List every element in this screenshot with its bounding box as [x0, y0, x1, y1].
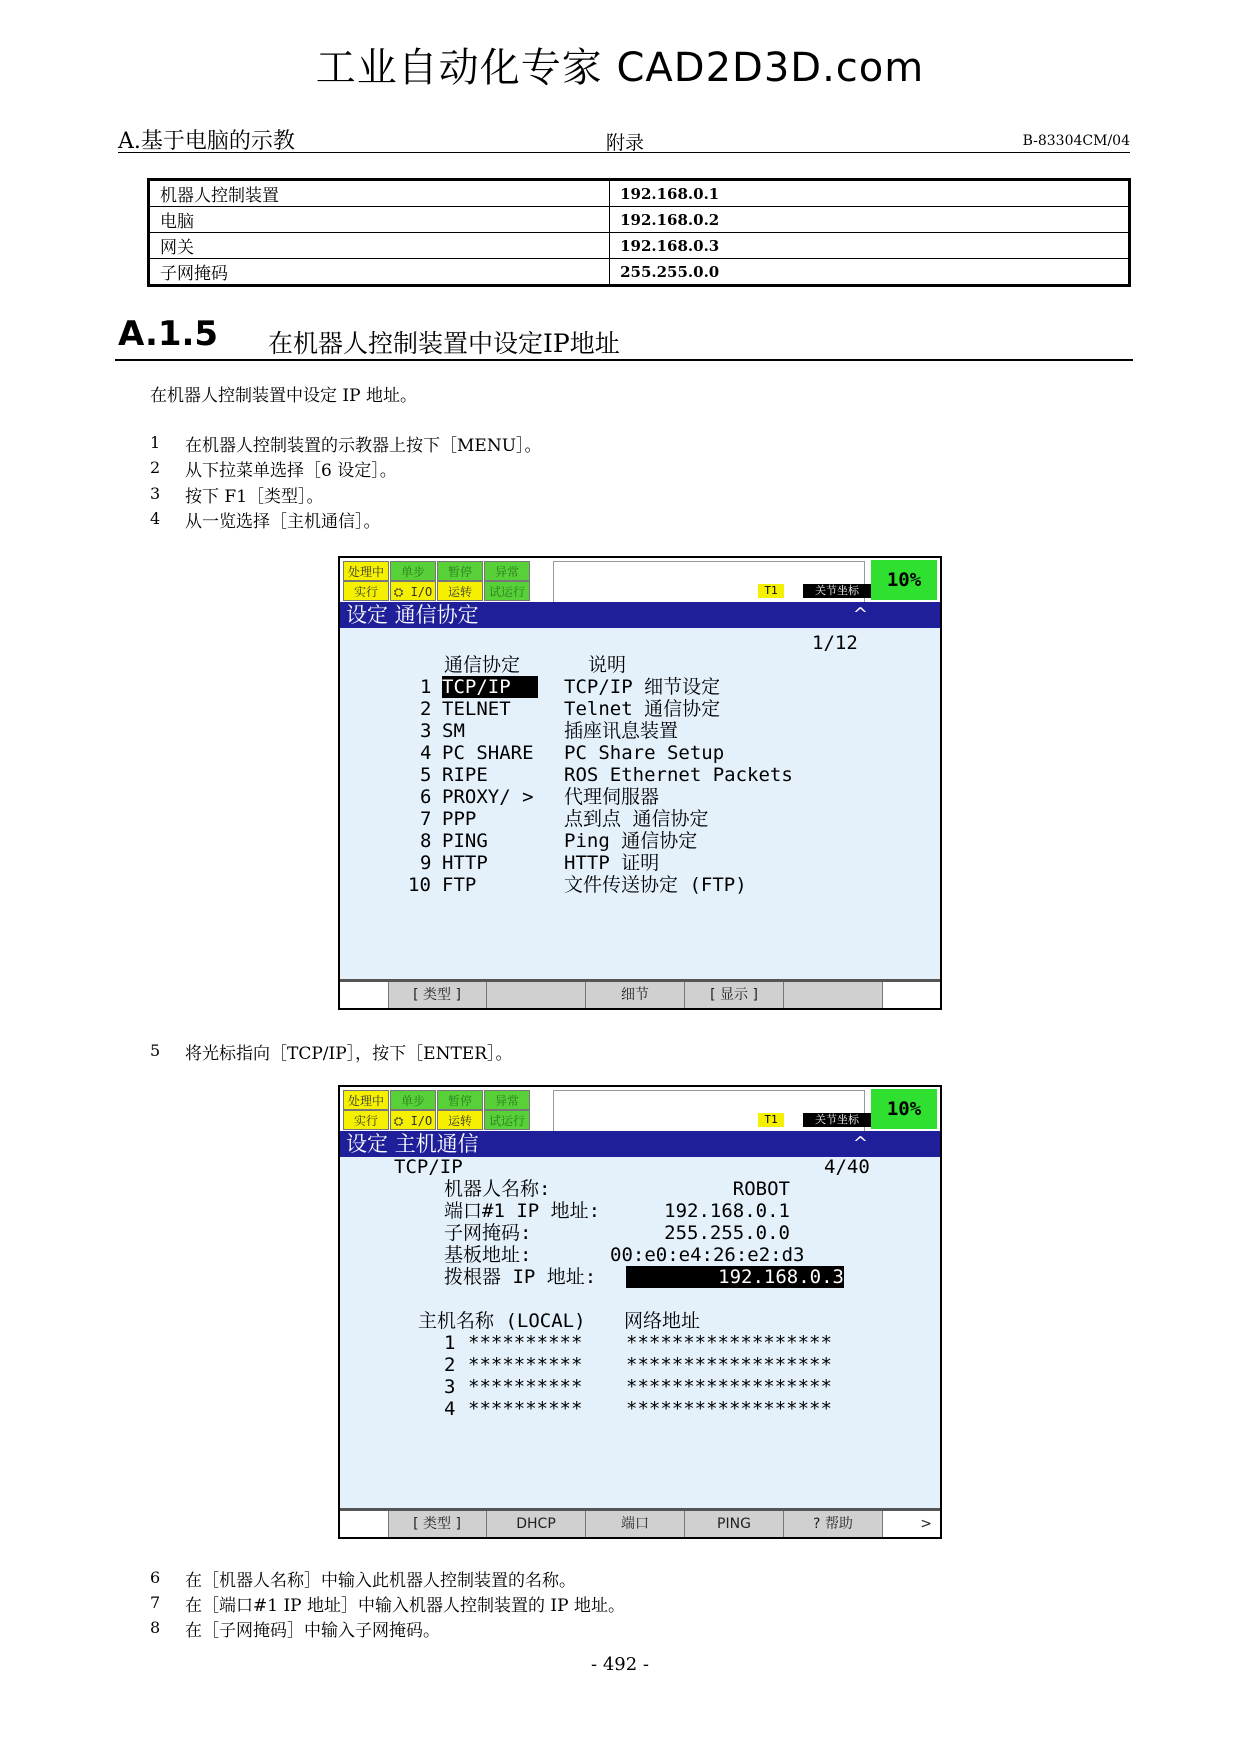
watermark: 工业自动化专家 CAD2D3D.com [315, 45, 925, 91]
protocol-desc: HTTP 证明 [564, 852, 660, 874]
row-number: 5 [420, 764, 432, 786]
table-row [149, 207, 1130, 233]
io-icon: ⛭ [393, 585, 404, 599]
status-led-fault: 异常 [484, 561, 530, 581]
step-text: 将光标指向［TCP/IP］，按下［ENTER］。 [185, 1044, 513, 1064]
table-row [149, 180, 1130, 207]
row-number: 6 [420, 786, 432, 808]
mode-badge: T1 [758, 1113, 784, 1127]
step-text: 按下 F1［类型］。 [185, 487, 324, 507]
protocol-item[interactable]: PC SHARE [442, 742, 534, 764]
ip-label: 子网掩码 [149, 259, 610, 286]
row-number: 1 [420, 676, 432, 698]
screen-title: 设定 主机通信 [346, 1132, 479, 1156]
host-name-field[interactable]: ********** [468, 1398, 583, 1420]
status-led-step: 单步 [390, 1090, 436, 1110]
screen-title-bar [340, 602, 940, 628]
host-address-field[interactable]: ****************** [626, 1376, 832, 1398]
host-name-field[interactable]: ********** [468, 1354, 583, 1376]
step-number: 4 [150, 509, 161, 528]
row-number: 10 [408, 874, 431, 896]
field-label: 基板地址: [444, 1244, 532, 1266]
table-row [149, 259, 1130, 286]
header-appendix: 附录 [606, 132, 645, 154]
function-key-bar [340, 979, 940, 1008]
f4-ping-button[interactable]: PING [685, 1511, 784, 1537]
row-number: 1 [444, 1332, 456, 1354]
status-led-step: 单步 [390, 561, 436, 581]
intro-text: 在机器人控制装置中设定 IP 地址。 [150, 386, 417, 406]
ip-label: 网关 [149, 233, 610, 259]
row-number: 2 [420, 698, 432, 720]
step-text: 从下拉菜单选择［6 设定］。 [185, 461, 397, 481]
row-number: 3 [444, 1376, 456, 1398]
step-text: 在［端口#1 IP 地址］中输入机器人控制装置的 IP 地址。 [185, 1596, 625, 1616]
protocol-desc: Ping 通信协定 [564, 830, 698, 852]
screen-title-bar [340, 1131, 940, 1157]
protocol-item[interactable]: FTP [442, 874, 477, 896]
f3-detail-button[interactable]: 细节 [586, 982, 685, 1008]
status-led-prod: 运转 [437, 1110, 483, 1130]
row-number: 7 [420, 808, 432, 830]
f5-help-button[interactable] [784, 1511, 883, 1537]
function-key-bar [340, 1508, 940, 1537]
f2-button[interactable] [487, 982, 586, 1008]
protocol-item[interactable]: PROXY/ > [442, 786, 534, 808]
protocol-item[interactable]: PPP [442, 808, 477, 830]
status-led-hold: 暂停 [437, 561, 483, 581]
row-number: 2 [444, 1354, 456, 1376]
protocol-desc: 点到点 通信协定 [564, 808, 709, 830]
coord-badge: 关节坐标 [803, 1113, 871, 1127]
row-number: 4 [420, 742, 432, 764]
caret-up-icon: ^ [852, 1133, 868, 1154]
host-name-header: 主机名称 (LOCAL) [418, 1310, 586, 1332]
header-rule [118, 152, 1130, 153]
step-text: 在机器人控制装置的示教器上按下［MENU］。 [185, 436, 542, 456]
status-led-run: 实行 [343, 1110, 389, 1130]
screen-title: 设定 通信协定 [346, 603, 479, 627]
f5-button[interactable] [784, 982, 883, 1008]
io-icon: ⛭ [393, 1114, 404, 1128]
row-number: 8 [420, 830, 432, 852]
table-row [149, 233, 1130, 259]
ip-address-table [147, 178, 1131, 287]
status-led-io-label: I/O [410, 585, 433, 599]
f3-port-button[interactable]: 端口 [586, 1511, 685, 1537]
status-led-busy: 处理中 [343, 1090, 389, 1110]
ip-value: 192.168.0.1 [610, 180, 1130, 207]
protocol-item[interactable]: SM [442, 720, 465, 742]
row-number: 3 [420, 720, 432, 742]
page-indicator: 4/40 [824, 1156, 870, 1178]
status-led-busy: 处理中 [343, 561, 389, 581]
protocol-item[interactable]: PING [442, 830, 488, 852]
override-badge: 10% [871, 560, 937, 600]
ip-label: 机器人控制装置 [149, 180, 610, 207]
ip-value: 255.255.0.0 [610, 259, 1130, 286]
protocol-item[interactable]: HTTP [442, 852, 488, 874]
field-label: 子网掩码: [444, 1222, 532, 1244]
field-label: 机器人名称: [444, 1178, 551, 1200]
f1-type-button[interactable]: [ 类型 ] [388, 1511, 487, 1537]
row-number: 9 [420, 852, 432, 874]
robot-name-field[interactable]: ROBOT [732, 1178, 790, 1200]
protocol-desc: 代理伺服器 [564, 786, 660, 808]
field-label: 拨根器 IP 地址: [444, 1266, 597, 1288]
teach-pendant-screen-host-comm [338, 1085, 942, 1539]
host-address-field[interactable]: ****************** [626, 1354, 832, 1376]
protocol-desc: TCP/IP 细节设定 [564, 676, 721, 698]
col-header-protocol: 通信协定 [444, 654, 521, 676]
f1-type-button[interactable]: [ 类型 ] [388, 982, 487, 1008]
protocol-desc: 插座讯息装置 [564, 720, 679, 742]
step-number: 1 [150, 433, 161, 452]
section-number: A.1.5 [118, 314, 219, 354]
protocol-item-tcpip[interactable]: TCP/IP [442, 676, 538, 698]
protocol-item[interactable]: RIPE [442, 764, 488, 786]
mode-badge: T1 [758, 584, 784, 598]
port1-ip-field[interactable]: 192.168.0.1 [664, 1200, 790, 1222]
fkey-blank [883, 982, 940, 1008]
protocol-desc: ROS Ethernet Packets [564, 764, 793, 786]
step-text: 在［子网掩码］中输入子网掩码。 [185, 1621, 440, 1641]
step-text: 在［机器人名称］中输入此机器人控制装置的名称。 [185, 1571, 576, 1591]
section-title: 在机器人控制装置中设定IP地址 [268, 329, 620, 358]
coord-badge: 关节坐标 [803, 584, 871, 598]
status-led-run: 实行 [343, 581, 389, 601]
ip-value: 192.168.0.3 [610, 233, 1130, 259]
col-header-desc: 说明 [588, 654, 627, 676]
help-icon: ? [813, 1516, 821, 1532]
status-led-io-label: I/O [410, 1114, 433, 1128]
caret-up-icon: ^ [852, 604, 868, 625]
subnet-mask-field[interactable]: 255.255.0.0 [664, 1222, 790, 1244]
host-address-field[interactable]: ****************** [626, 1398, 832, 1420]
status-led-tcyc: 试运行 [484, 581, 530, 601]
host-address-field[interactable]: ****************** [626, 1332, 832, 1354]
status-led-io [390, 1110, 436, 1130]
next-page-button[interactable]: > [883, 1511, 940, 1537]
status-bar [340, 558, 940, 602]
step-number: 6 [150, 1568, 161, 1587]
step-number: 7 [150, 1593, 161, 1612]
header-doc-code: B-83304CM/04 [1022, 133, 1130, 149]
step-text: 从一览选择［主机通信］。 [185, 512, 381, 532]
f4-display-button[interactable]: [ 显示 ] [685, 982, 784, 1008]
network-address-header: 网络地址 [624, 1310, 701, 1332]
host-name-field[interactable]: ********** [468, 1332, 583, 1354]
protocol-desc: PC Share Setup [564, 742, 725, 764]
step-number: 3 [150, 484, 161, 503]
mac-address-field: 00:e0:e4:26:e2:d3 [610, 1244, 805, 1266]
teach-pendant-screen-protocols [338, 556, 942, 1010]
row-number: 4 [444, 1398, 456, 1420]
page-number: - 492 - [591, 1654, 649, 1675]
header-chapter: A.基于电脑的示教 [118, 129, 295, 154]
protocol-item[interactable]: TELNET [442, 698, 511, 720]
status-bar [340, 1087, 940, 1131]
router-ip-field[interactable]: 192.168.0.3 [626, 1266, 844, 1288]
section-rule [115, 359, 1133, 361]
status-led-tcyc: 试运行 [484, 1110, 530, 1130]
status-led-io [390, 581, 436, 601]
fkey-blank [340, 982, 389, 1008]
protocol-desc: 文件传送协定 (FTP) [564, 874, 747, 896]
f5-help-label: 帮助 [824, 1516, 853, 1532]
step-number: 8 [150, 1618, 161, 1637]
step-number: 5 [150, 1041, 161, 1060]
status-led-fault: 异常 [484, 1090, 530, 1110]
screen-subtitle: TCP/IP [394, 1156, 463, 1178]
page-indicator: 1/12 [812, 632, 858, 654]
host-name-field[interactable]: ********** [468, 1376, 583, 1398]
fkey-blank [340, 1511, 389, 1537]
status-led-prod: 运转 [437, 581, 483, 601]
step-number: 2 [150, 458, 161, 477]
override-badge: 10% [871, 1089, 937, 1129]
protocol-desc: Telnet 通信协定 [564, 698, 721, 720]
f2-dhcp-button[interactable]: DHCP [487, 1511, 586, 1537]
status-led-hold: 暂停 [437, 1090, 483, 1110]
ip-value: 192.168.0.2 [610, 207, 1130, 233]
field-label: 端口#1 IP 地址: [444, 1200, 601, 1222]
ip-label: 电脑 [149, 207, 610, 233]
